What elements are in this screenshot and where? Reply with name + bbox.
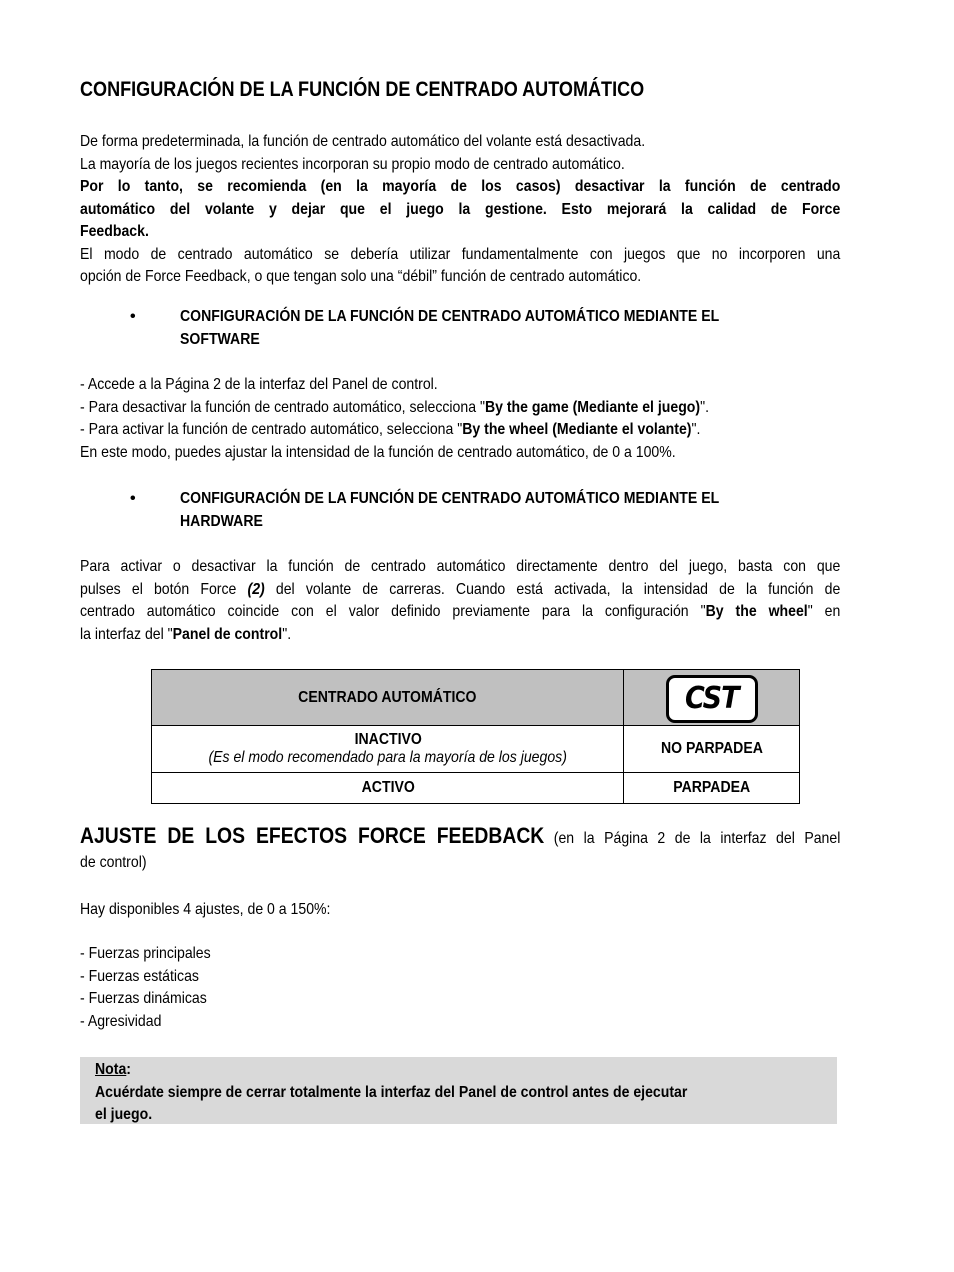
active-state-cell: ACTIVO <box>152 773 624 804</box>
software-step-3: - Para activar la función de centrado automático, selecciona "By the wheel (Mediante el volante)". <box>80 421 701 438</box>
list-item: - Fuerzas principales <box>80 945 211 962</box>
intro-paragraph <box>80 131 840 289</box>
note-box <box>80 1057 837 1124</box>
software-steps <box>80 374 840 464</box>
table-header-cell: CENTRADO AUTOMÁTICO <box>152 670 624 726</box>
software-step-2: - Para desactivar la función de centrado automático, selecciona "By the game (Mediante el juego)". <box>80 398 709 416</box>
table-row <box>152 773 800 804</box>
hardware-heading-line-1: CONFIGURACIÓN DE LA FUNCIÓN DE CENTRADO AUTOMÁTICO MEDIANTE EL <box>180 490 720 507</box>
page-title: CONFIGURACIÓN DE LA FUNCIÓN DE CENTRADO AUTOMÁTICO <box>80 78 645 101</box>
effects-heading-suffix-2: de control) <box>80 854 147 871</box>
auto-centering-table <box>151 669 800 804</box>
list-item: - Fuerzas estáticas <box>80 967 199 985</box>
cst-logo-cell <box>624 670 800 726</box>
effects-heading <box>80 824 840 875</box>
list-item: - Fuerzas dinámicas <box>80 990 207 1007</box>
software-heading-line-1: CONFIGURACIÓN DE LA FUNCIÓN DE CENTRADO AUTOMÁTICO MEDIANTE EL <box>180 308 720 325</box>
intro-line-3b: opción de Force Feedback, o que tengan solo una “débil” función de centrado automático. <box>80 268 642 285</box>
effects-available: Hay disponibles 4 ajustes, de 0 a 150%: <box>80 901 331 918</box>
hardware-heading-line-2: HARDWARE <box>180 513 263 530</box>
cst-logo-icon: CST <box>666 675 758 723</box>
note-label: Nota: <box>95 1061 131 1078</box>
hardware-line-1: Para activar o desactivar la función de centrado automático directamente dentro del juego, basta con que <box>80 558 841 575</box>
intro-line-3a: El modo de centrado automático se debería utilizar fundamentalmente con juegos que no incorporen una <box>80 245 841 263</box>
intro-bold-line-1: Por lo tanto, se recomienda (en la mayoría de los casos) desactivar la función de centrado <box>80 178 841 195</box>
note-line-2: el juego. <box>95 1106 153 1123</box>
software-step-1: - Accede a la Página 2 de la interfaz del Panel de control. <box>80 376 438 393</box>
table-header-row <box>152 670 800 726</box>
intro-line-1: De forma predeterminada, la función de centrado automático del volante está desactivada. <box>80 133 646 150</box>
effects-heading-title: AJUSTE DE LOS EFECTOS FORCE FEEDBACK <box>80 823 545 848</box>
intro-bold-line-2: automático del volante y dejar que el juego la gestione. Esto mejorará la calidad de Force <box>80 200 841 218</box>
software-mode-note: En este modo, puedes ajustar la intensidad de la función de centrado automático, de 0 a 100%. <box>80 443 676 461</box>
intro-line-2: La mayoría de los juegos recientes incorporan su propio modo de centrado automático. <box>80 155 625 173</box>
effects-list <box>80 943 840 1033</box>
hardware-line-3: centrado automático coincide con el valor definido previamente para la configuración "By the wheel" en <box>80 603 841 620</box>
inactive-led-cell: NO PARPADEA <box>624 726 800 773</box>
note-line-1: Acuérdate siempre de cerrar totalmente la interfaz del Panel de control antes de ejecutar <box>95 1083 688 1101</box>
hardware-line-4: la interfaz del "Panel de control". <box>80 625 292 643</box>
list-item: - Agresividad <box>80 1012 162 1030</box>
hardware-line-2: pulses el botón Force (2) del volante de carreras. Cuando está activada, la intensidad de la función de <box>80 580 841 598</box>
inactive-state-cell: INACTIVO (Es el modo recomendado para la mayoría de los juegos) <box>152 726 624 773</box>
effects-heading-suffix: (en la Página 2 de la interfaz del Panel <box>544 830 841 847</box>
intro-bold-line-3: Feedback. <box>80 223 149 240</box>
bullet-dot: • <box>130 490 136 507</box>
bullet-dot: • <box>130 308 136 325</box>
software-heading-line-2: SOFTWARE <box>180 331 260 348</box>
table-row <box>152 726 800 773</box>
active-led-cell: PARPADEA <box>624 773 800 804</box>
hardware-paragraph <box>80 556 840 646</box>
